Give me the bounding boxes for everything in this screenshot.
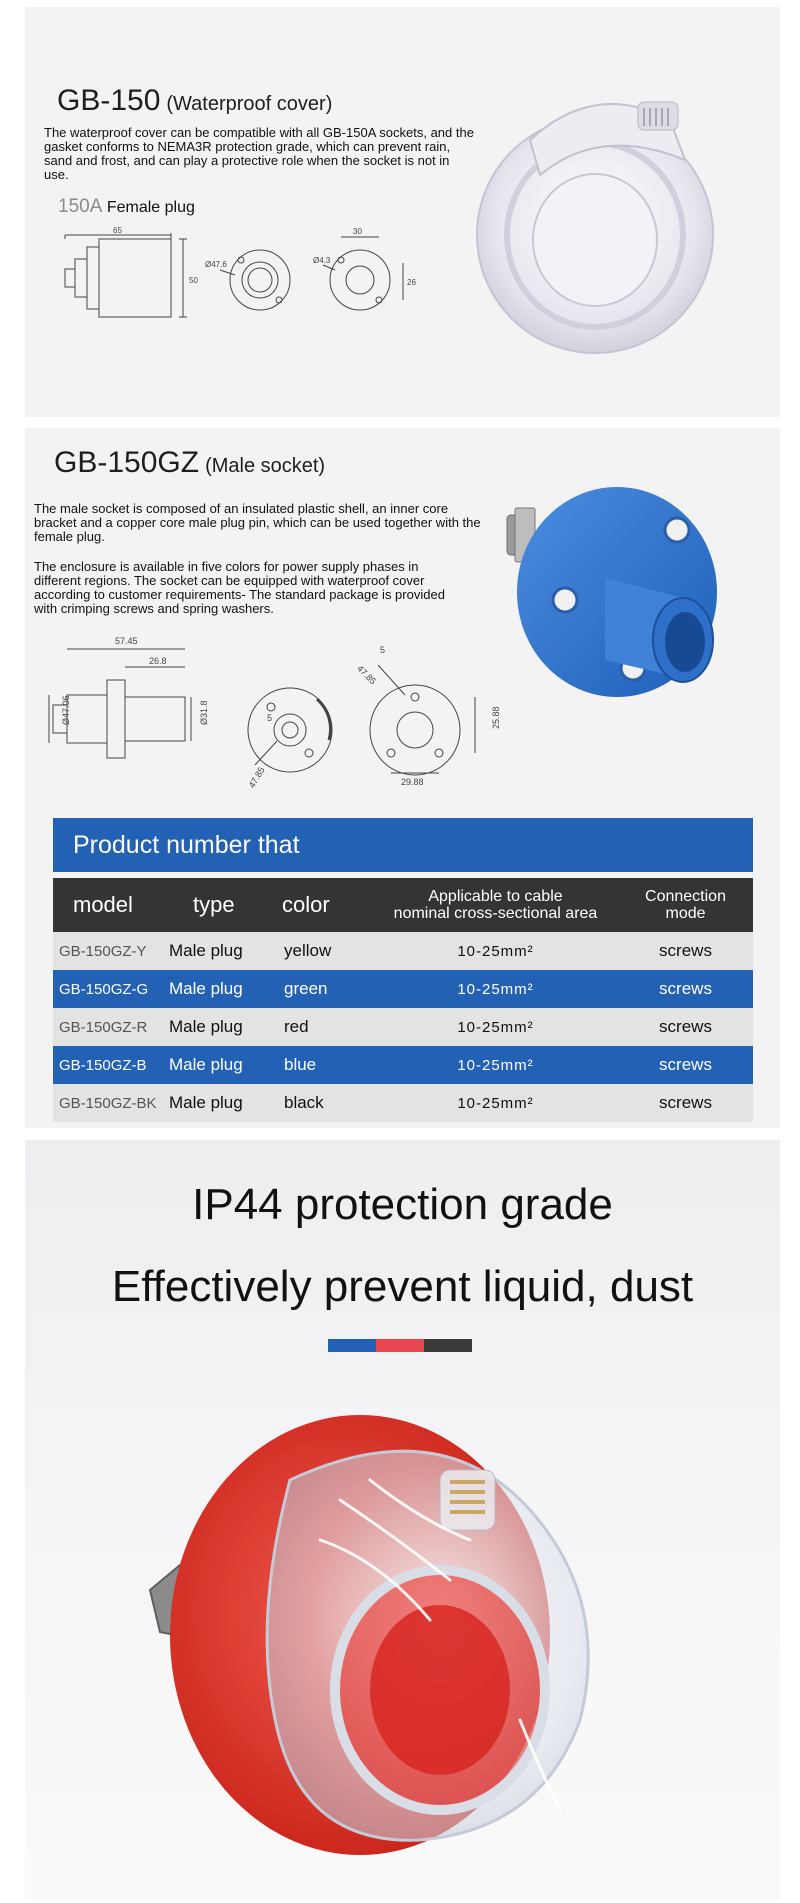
male-socket-drawing — [45, 636, 501, 800]
section2-subtitle: (Male socket) — [205, 455, 326, 477]
table-title: Product number that — [53, 818, 753, 872]
cell-cable-area: 10-25mm² — [457, 1018, 534, 1036]
table-header-row — [53, 878, 753, 932]
dim-5745: 57.45 — [115, 636, 138, 646]
blue-male-socket-image — [505, 470, 765, 725]
section2-description-1: The male socket is composed of an insulated plastic shell, an inner core bracket and a copper core male plug pin, which can be used together with the female plug. — [34, 501, 481, 544]
section1-model: GB-150 — [57, 84, 161, 117]
cell-connection: screws — [659, 1093, 712, 1112]
headline-ip44: IP44 protection grade — [192, 1180, 613, 1229]
section1-description: The waterproof cover can be compatible with all GB-150A sockets, and the gasket conforms to NEMA3R protection grade, which can prevent rain, sand and frost, and can play a protective role when the socket is not in use. — [44, 125, 474, 182]
cell-model: GB-150GZ-Y — [59, 942, 147, 960]
cell-connection: screws — [659, 941, 712, 960]
cell-cable-area: 10-25mm² — [457, 1094, 534, 1112]
section2-model: GB-150GZ — [54, 446, 200, 479]
dim-2588: 25.88 — [491, 706, 501, 729]
red-socket-with-cover-image — [140, 1390, 640, 1885]
cell-connection: screws — [659, 1017, 712, 1036]
section2-title — [54, 446, 325, 480]
plug-label-code: 150A — [58, 196, 103, 217]
table-row — [53, 1008, 753, 1046]
header-color: color — [282, 892, 330, 917]
cell-type: Male plug — [169, 1017, 243, 1036]
header-type: type — [193, 892, 235, 917]
bar-red — [376, 1339, 424, 1352]
product-number-table — [53, 818, 753, 1122]
cell-model: GB-150GZ-R — [59, 1018, 148, 1036]
dim-4785-b: 47.85 — [355, 663, 379, 687]
cell-color: green — [284, 979, 328, 998]
dim-50: 50 — [189, 276, 198, 285]
cell-cable-area: 10-25mm² — [457, 980, 534, 998]
table-row — [53, 932, 753, 970]
section2-description-2: The enclosure is available in five colors for power supply phases in different regions. The socket can be equipped with waterproof cover according to customer requirements- The standard package is provided with crimping screws and spring washers. — [34, 559, 445, 616]
plug-label-text: Female plug — [106, 199, 195, 216]
dim-268: 26.8 — [149, 656, 167, 666]
bar-dark — [424, 1339, 472, 1352]
cell-type: Male plug — [169, 941, 243, 960]
color-bars — [328, 1339, 472, 1352]
dim-30: 30 — [353, 227, 362, 236]
dim-4785-a: 47.85 — [246, 765, 267, 790]
dim-43: Ø4.3 — [313, 256, 331, 265]
header-connection-line1: Connection — [645, 888, 726, 905]
plug-label — [58, 196, 195, 218]
bar-blue — [328, 1339, 376, 1352]
cell-model: GB-150GZ-G — [59, 980, 149, 998]
dim-5-b: 5 — [380, 645, 386, 655]
header-cable-area-line2: nominal cross-sectional area — [393, 905, 598, 922]
cell-type: Male plug — [169, 979, 243, 998]
cell-connection: screws — [659, 979, 712, 998]
dim-2988: 29.88 — [401, 777, 424, 787]
cell-color: red — [284, 1017, 309, 1036]
dim-65: 65 — [113, 226, 122, 235]
header-cable-area-line1: Applicable to cable — [428, 888, 563, 905]
dim-26: 26 — [407, 278, 416, 287]
cell-cable-area: 10-25mm² — [457, 1056, 534, 1074]
dim-5-a: 5 — [267, 713, 273, 723]
cell-model: GB-150GZ-BK — [59, 1094, 157, 1112]
header-model: model — [73, 892, 133, 917]
header-connection-line2: mode — [665, 905, 706, 922]
table-row — [53, 1046, 753, 1084]
dim-476: Ø47.6 — [205, 260, 227, 269]
table-row — [53, 970, 753, 1008]
cell-model: GB-150GZ-B — [59, 1056, 147, 1074]
header-cable-area — [373, 888, 618, 922]
section1-title — [57, 84, 332, 118]
header-connection-mode — [618, 888, 753, 922]
dim-4706: Ø47.06 — [61, 695, 71, 725]
cell-color: blue — [284, 1055, 317, 1074]
dim-318: Ø31.8 — [199, 700, 209, 725]
cell-type: Male plug — [169, 1055, 243, 1074]
waterproof-cover-image — [470, 80, 740, 365]
cell-color: yellow — [284, 941, 332, 960]
cell-color: black — [284, 1093, 324, 1112]
cell-connection: screws — [659, 1055, 712, 1074]
cell-type: Male plug — [169, 1093, 243, 1112]
headline-prevent: Effectively prevent liquid, dust — [111, 1262, 694, 1311]
cell-cable-area: 10-25mm² — [457, 942, 534, 960]
section1-subtitle: (Waterproof cover) — [166, 93, 333, 115]
female-plug-drawing — [55, 225, 435, 335]
table-row — [53, 1084, 753, 1122]
